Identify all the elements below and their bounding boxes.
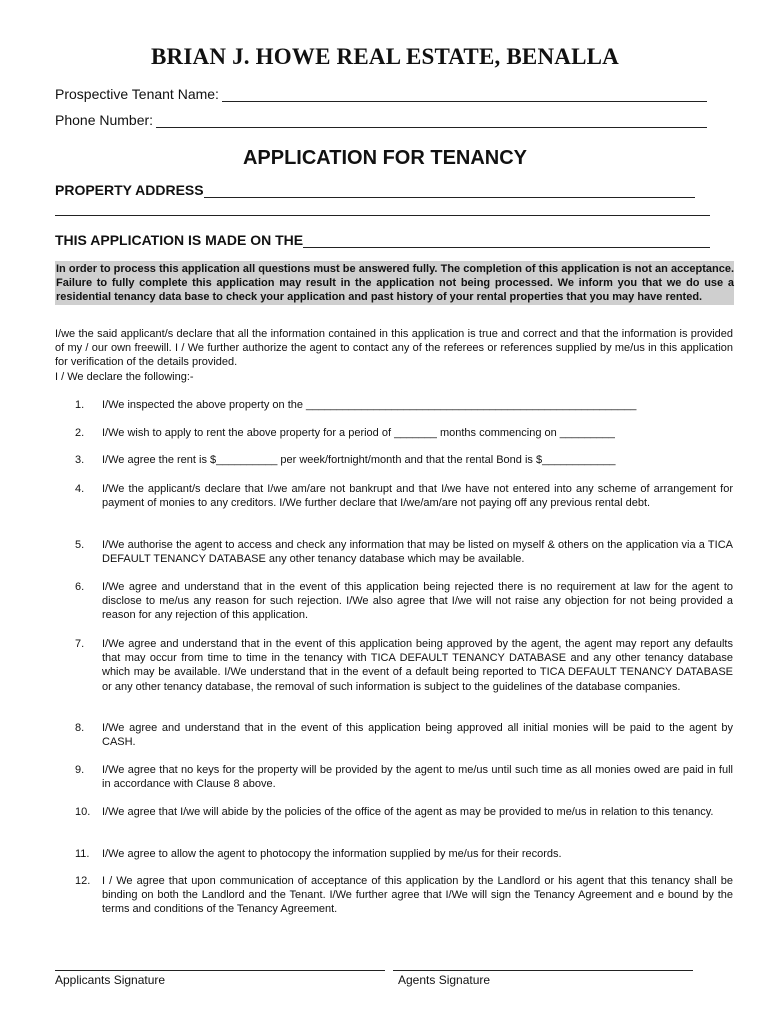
clause-text: I/We inspected the above property on the ______________________________________________________ (102, 399, 637, 411)
clause-text: I/We the applicant/s declare that I/we am/are not bankrupt and that I/we have not entered into any scheme of arrangement for payment of monies to any creditors. I/We further declare that I/we/am/are not paying off any previous rental debt. (102, 483, 733, 510)
applicant-signature-label: Applicants Signature (55, 973, 166, 987)
clause-text: I/We agree and understand that in the event of this application being approved by the agent, the agent may report any defaults that may occur from time to time in the tenancy with TICA DEFAULT TENANCY DATABASE and any other tenancy database which may be available. I/We understand that in the event of a default being reported to TICA DEFAULT TENANCY DATABASE or any other tenancy database, the removal of such information is subject to the guidelines of the database companies. (102, 638, 733, 693)
phone-number-line[interactable] (156, 115, 707, 128)
clause-item (75, 805, 733, 819)
property-address-line-2[interactable] (55, 215, 710, 216)
clause-text: I/We agree to allow the agent to photocopy the information supplied by me/us for their records. (102, 848, 562, 860)
tenant-name-field[interactable] (55, 86, 707, 102)
clause-number: 5. (75, 539, 85, 551)
clause-item (75, 721, 733, 749)
clause-item (75, 637, 733, 694)
clause-item (75, 874, 733, 917)
declaration-text (55, 327, 733, 384)
clause-item (75, 763, 733, 791)
clause-number: 6. (75, 581, 85, 593)
clause-item (75, 453, 733, 467)
clause-number: 8. (75, 722, 85, 734)
clause-text: I/We agree and understand that in the event of this application being rejected there is no requirement at law for the agent to disclose to me/us any reason for such rejection. I/We also agree that I/we will not raise any objection for not being provided a reason for any rejection of this application. (102, 581, 733, 622)
phone-number-label: Phone Number: (55, 112, 154, 128)
clause-number: 11. (75, 848, 90, 860)
applicant-signature-line[interactable] (55, 970, 385, 971)
clause-number: 4. (75, 483, 85, 495)
clause-item (75, 482, 733, 510)
clause-item (75, 538, 733, 566)
application-date-field[interactable] (55, 232, 710, 248)
clause-text: I/We agree the rent is $__________ per week/fortnight/month and that the rental Bond is $____________ (102, 454, 616, 466)
clause-number: 3. (75, 454, 85, 466)
clause-number: 7. (75, 638, 85, 650)
application-date-label: THIS APPLICATION IS MADE ON THE (55, 232, 304, 248)
clause-item (75, 847, 733, 861)
clause-text: I / We agree that upon communication of acceptance of this application by the Landlord or his agent that this tenancy shall be binding on both the Landlord and the Tenant. I/We further agree that I/We will sign the Tenancy Agreement and e bound by the terms and conditions of the Tenancy Agreement. (102, 875, 733, 916)
clause-item (75, 426, 733, 440)
property-address-field[interactable] (55, 182, 695, 198)
declaration-paragraph: I/we the said applicant/s declare that all the information contained in this application is true and correct and that the information is provided of my / our own freewill. I / We further authorize the agent to contact any of the referees or references supplied by me/us in this application for verification of the details provided. (55, 328, 733, 369)
phone-number-field[interactable] (55, 112, 707, 128)
clause-number: 2. (75, 427, 85, 439)
clause-text: I/We agree that I/we will abide by the policies of the office of the agent as may be provided to me/us in relation to this tenancy. (102, 806, 714, 818)
clause-text: I/We wish to apply to rent the above property for a period of _______ months commencing on _________ (102, 427, 615, 439)
clause-text: I/We agree and understand that in the event of this application being approved all initial monies will be paid to the agent by CASH. (102, 722, 733, 749)
agency-title: BRIAN J. HOWE REAL ESTATE, BENALLA (151, 44, 619, 69)
clause-number: 1. (75, 399, 85, 411)
notice-box: In order to process this application all questions must be answered fully. The completion of this application is not an acceptance. Failure to fully complete this application may result in the application not being processed. We inform you that we do use a residential tenancy data base to check your application and past history of your rental properties that you may have rented. (56, 263, 734, 303)
tenant-name-label: Prospective Tenant Name: (55, 86, 219, 102)
property-address-line[interactable] (204, 185, 695, 198)
declaration-followup: I / We declare the following:- (55, 370, 194, 383)
clause-number: 10. (75, 806, 91, 818)
clause-number: 12. (75, 875, 91, 887)
agent-signature-label: Agents Signature (398, 973, 491, 987)
clause-number: 9. (75, 764, 85, 776)
clause-item (75, 580, 733, 623)
property-address-label: PROPERTY ADDRESS (55, 182, 204, 198)
agent-signature-line[interactable] (393, 970, 693, 971)
clause-text: I/We authorise the agent to access and check any information that may be listed on myself & others on the application via a TICA DEFAULT TENANCY DATABASE any other tenancy database which may be available. (102, 539, 733, 566)
tenant-name-line[interactable] (222, 89, 707, 102)
form-heading: APPLICATION FOR TENANCY (242, 147, 528, 169)
clause-text: I/We agree that no keys for the property will be provided by the agent to me/us until such time as all monies owed are paid in full in accordance with Clause 8 above. (102, 764, 733, 791)
application-date-line[interactable] (303, 235, 710, 248)
clause-item (75, 398, 733, 412)
